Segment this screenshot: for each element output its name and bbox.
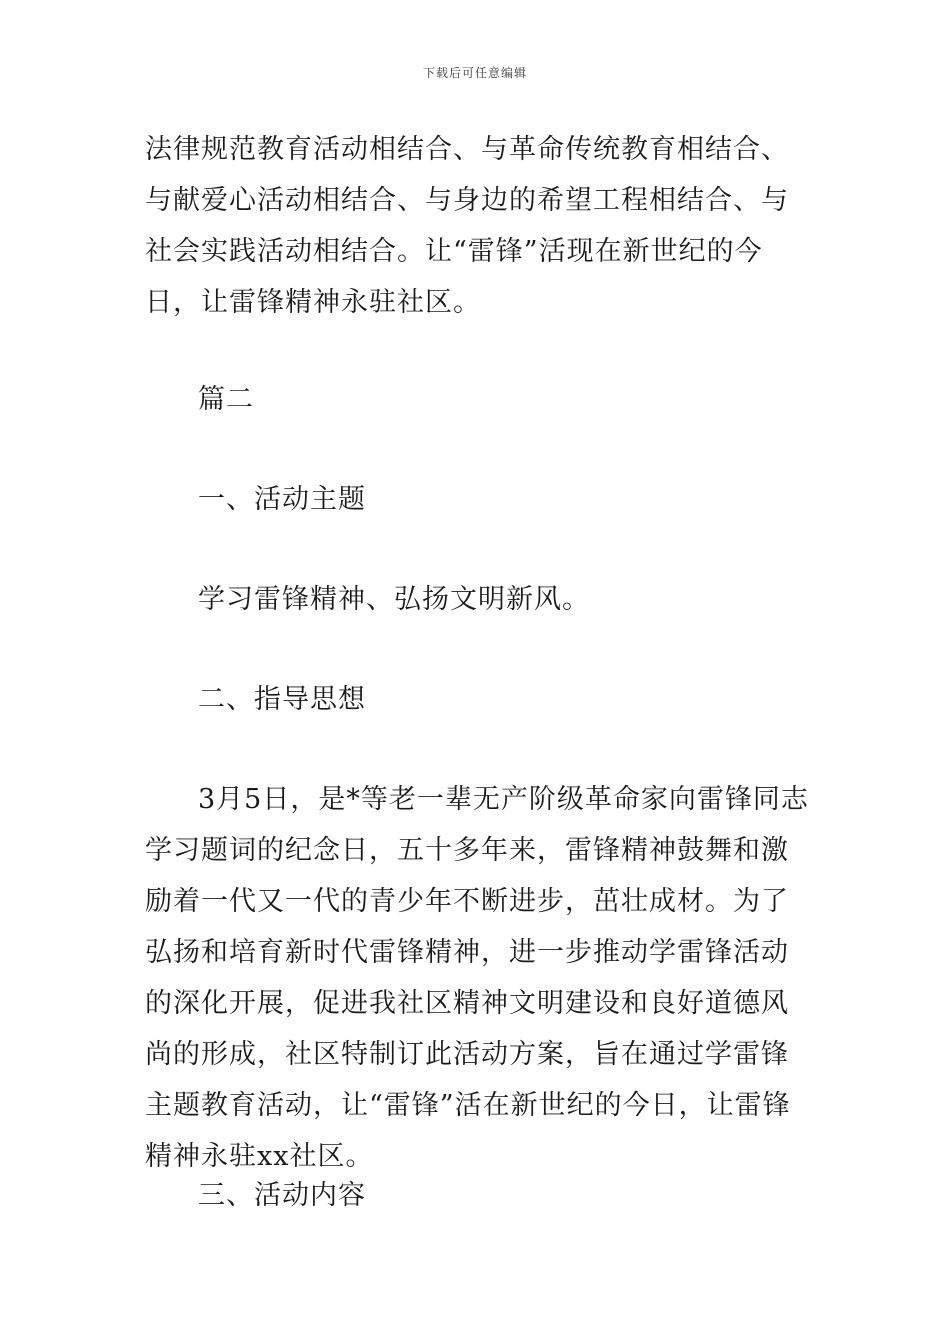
theme-paragraph: 学习雷锋精神、弘扬文明新风。: [198, 584, 590, 615]
heading-activity-theme: 一、活动主题: [198, 484, 366, 515]
heading-activity-content: 三、活动内容: [198, 1180, 366, 1211]
heading-guiding-thought: 二、指导思想: [198, 684, 366, 715]
continuation-paragraph: 法律规范教育活动相结合、与革命传统教育相结合、与献爱心活动相结合、与身边的希望工程相结合、与社会实践活动相结合。让“雷锋”活现在新世纪的今日，让雷锋精神永驻社区。: [145, 134, 789, 318]
section-heading: 篇二: [198, 384, 254, 415]
guiding-thought-paragraph: 3月5日，是*等老一辈无产阶级革命家向雷锋同志学习题词的纪念日，五十多年来，雷锋精神鼓舞和激励着一代又一代的青少年不断进步，茁壮成材。为了弘扬和培育新时代雷锋精神，进一步推动学雷锋活动的深化开展，促进我社区精神文明建设和良好道德风尚的形成，社区特制订此活动方案，旨在通过学雷锋主题教育活动，让“雷锋”活在新世纪的今日，让雷锋精神永驻xx社区。: [145, 784, 809, 1172]
page-header: 下载后可任意编辑: [422, 66, 527, 80]
